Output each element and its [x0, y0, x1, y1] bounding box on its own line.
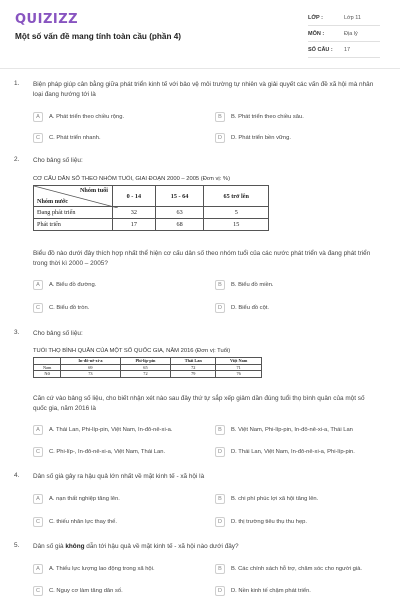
option-c[interactable] — [33, 445, 205, 458]
option-letter: B — [215, 112, 225, 122]
question-text: Biện pháp giúp cân bằng giữa phát triển kinh tế với bảo vệ môi trường tự nhiên và giải quyết các vấn đề xã hội mà nhân loại đang hướng tới là — [33, 81, 374, 98]
table-cell: 73 — [61, 371, 120, 378]
option-a[interactable] — [33, 423, 205, 436]
option-b[interactable] — [215, 110, 387, 123]
option-c[interactable] — [33, 301, 205, 314]
option-d[interactable] — [215, 445, 387, 458]
table-cell: 63 — [155, 207, 204, 219]
table-cell: 65 — [120, 364, 171, 371]
question-text-start: Dân số già — [33, 543, 66, 550]
option-a[interactable] — [33, 492, 205, 505]
meta-row-subject — [308, 26, 380, 42]
table-cell: 17 — [113, 219, 156, 231]
option-letter: B — [215, 564, 225, 574]
option-d[interactable] — [215, 131, 387, 144]
option-b[interactable] — [215, 278, 387, 291]
meta-row-count — [308, 42, 380, 58]
option-letter: B — [215, 280, 225, 290]
question-number: 1. — [14, 80, 20, 87]
question-text-end: dẫn tới hậu quả về mặt kinh tế - xã hội nào dưới đây? — [84, 543, 239, 550]
question-number: 5. — [14, 542, 20, 549]
option-letter: C — [33, 517, 43, 527]
option-text: D. Biểu đồ cột. — [231, 304, 270, 311]
meta-label: LỚP : — [308, 14, 323, 21]
question-intro: Cho bảng số liệu: — [33, 330, 83, 337]
table-cell: 68 — [155, 219, 204, 231]
table-cell: 79 — [171, 371, 216, 378]
option-text: A. Thái Lan, Phi-líp-pin, Việt Nam, In-đô-nê-xi-a. — [49, 426, 173, 433]
option-letter: A — [33, 494, 43, 504]
option-letter: C — [33, 447, 43, 457]
option-c[interactable] — [33, 131, 205, 144]
table-row — [34, 371, 262, 378]
corner-label-top: Nhóm tuổi — [79, 187, 108, 194]
table-cell: 5 — [204, 207, 269, 219]
meta-label: SỐ CÂU : — [308, 46, 333, 53]
table-cell: 32 — [113, 207, 156, 219]
option-letter: D — [215, 133, 225, 143]
option-text: C. Phát triển nhanh. — [49, 134, 101, 141]
meta-label: MÔN : — [308, 30, 325, 37]
option-text: B. chi phí phúc lợi xã hội tăng lên. — [231, 495, 319, 502]
table-header: 0 - 14 — [113, 186, 156, 207]
meta-row-class — [308, 10, 380, 26]
table-header: In-đô-nê-xi-a — [61, 358, 120, 365]
table-caption: CƠ CẤU DÂN SỐ THEO NHÓM TUỔI, GIAI ĐOẠN 2000 – 2005 (Đơn vị: %) — [33, 176, 231, 182]
option-b[interactable] — [215, 492, 387, 505]
quizizz-logo: QUIZIZZ — [15, 12, 79, 27]
option-text: A. Thiếu lực lượng lao động trong xã hội. — [49, 565, 155, 572]
option-d[interactable] — [215, 515, 387, 528]
table-header: Việt Nam — [216, 358, 262, 365]
row-label: Nữ — [34, 371, 61, 378]
table-row — [34, 207, 269, 219]
option-a[interactable] — [33, 278, 205, 291]
option-letter: A — [33, 564, 43, 574]
row-label: Nam — [34, 364, 61, 371]
option-text: B. Việt Nam, Phi-líp-pin, In-đô-nê-xi-a, Thái Lan — [231, 426, 353, 433]
option-letter: D — [215, 303, 225, 313]
table-header: 15 - 64 — [155, 186, 204, 207]
table-corner-cell — [34, 186, 113, 207]
option-text: A. nạn thất nghiệp tăng lên. — [49, 495, 120, 502]
meta-value: Lớp 11 — [344, 14, 361, 21]
option-text: C. Biểu đồ tròn. — [49, 304, 90, 311]
age-structure-table — [33, 185, 269, 231]
option-text: A. Biểu đồ đường. — [49, 281, 97, 288]
question-number: 4. — [14, 472, 20, 479]
meta-value: 17 — [344, 46, 351, 53]
option-text: C. Phi-líp-, In-đô-nê-xi-a, Việt Nam, Thái Lan. — [49, 448, 166, 455]
option-text: B. Các chính sách hỗ trợ, chăm sóc cho người già. — [231, 565, 363, 572]
table-cell: 72 — [171, 364, 216, 371]
option-d[interactable] — [215, 301, 387, 314]
question-number: 2. — [14, 156, 20, 163]
option-letter: D — [215, 447, 225, 457]
option-text: D. Thái Lan, Việt Nam, In-đô-nê-xi-a, Phi-líp-pin. — [231, 448, 355, 455]
table-cell: 71 — [216, 364, 262, 371]
option-letter: B — [215, 425, 225, 435]
option-c[interactable] — [33, 515, 205, 528]
table-cell: 69 — [61, 364, 120, 371]
table-header-row — [34, 186, 269, 207]
option-a[interactable] — [33, 110, 205, 123]
option-letter: D — [215, 517, 225, 527]
question-text: Biểu đồ nào dưới đây thích hợp nhất thể hiện cơ cấu dân số theo nhóm tuổi của các nước phát triển và đang phát triển trong thời kì 2000 – 2005? — [33, 250, 371, 267]
worksheet-header — [0, 0, 400, 69]
option-text: B. Biểu đồ miền. — [231, 281, 274, 288]
option-d[interactable] — [215, 584, 387, 597]
option-letter: D — [215, 586, 225, 596]
table-header: 65 trở lên — [204, 186, 269, 207]
option-letter: A — [33, 425, 43, 435]
option-a[interactable] — [33, 562, 205, 575]
option-letter: C — [33, 303, 43, 313]
life-expectancy-table — [33, 357, 262, 378]
option-letter: C — [33, 586, 43, 596]
question-text: Dân số già gây ra hậu quả lớn nhất về mặt kinh tế - xã hội là — [33, 473, 205, 480]
option-text: C. Nguy cơ làm tăng dân số. — [49, 587, 123, 594]
option-letter: B — [215, 494, 225, 504]
option-text: A. Phát triển theo chiều rộng. — [49, 113, 125, 120]
table-caption: TUỔI THỌ BÌNH QUÂN CỦA MỘT SỐ QUỐC GIA, NĂM 2016 (Đơn vị: Tuổi) — [33, 348, 231, 354]
table-cell: 72 — [120, 371, 171, 378]
option-b[interactable] — [215, 423, 387, 436]
table-header: Thái Lan — [171, 358, 216, 365]
option-b[interactable] — [215, 562, 387, 575]
worksheet-meta — [308, 10, 380, 58]
question-text: Căn cứ vào bảng số liệu, cho biết nhận xét nào sau đây thứ tự sắp xếp giảm dần đúng tuổi thọ bình quân của một số quốc gia, năm 2016 là — [33, 395, 365, 412]
meta-value: Địa lý — [344, 30, 358, 37]
option-letter: A — [33, 280, 43, 290]
question-number: 3. — [14, 329, 20, 336]
question-text-emphasis: không — [65, 543, 85, 550]
corner-label-bottom: Nhóm nước — [37, 198, 69, 205]
option-text: D. Phát triển bền vững. — [231, 134, 291, 141]
option-text: C. thiếu nhân lực thay thế. — [49, 518, 118, 525]
table-cell: 76 — [216, 371, 262, 378]
question-intro: Cho bảng số liệu: — [33, 157, 83, 164]
table-row — [34, 219, 269, 231]
row-label: Phát triển — [34, 219, 113, 231]
table-header: Phi-líp-pin — [120, 358, 171, 365]
option-c[interactable] — [33, 584, 205, 597]
option-letter: A — [33, 112, 43, 122]
question-text — [33, 542, 378, 552]
option-text: D. thị trường tiêu thụ thu hẹp. — [231, 518, 307, 525]
worksheet-title: Một số vấn đề mang tính toàn cầu (phần 4) — [15, 32, 182, 41]
option-letter: C — [33, 133, 43, 143]
row-label: Đang phát triển — [34, 207, 113, 219]
option-text: B. Phát triển theo chiều sâu. — [231, 113, 304, 120]
option-text: D. Nền kinh tế chậm phát triển. — [231, 587, 311, 594]
table-cell: 15 — [204, 219, 269, 231]
